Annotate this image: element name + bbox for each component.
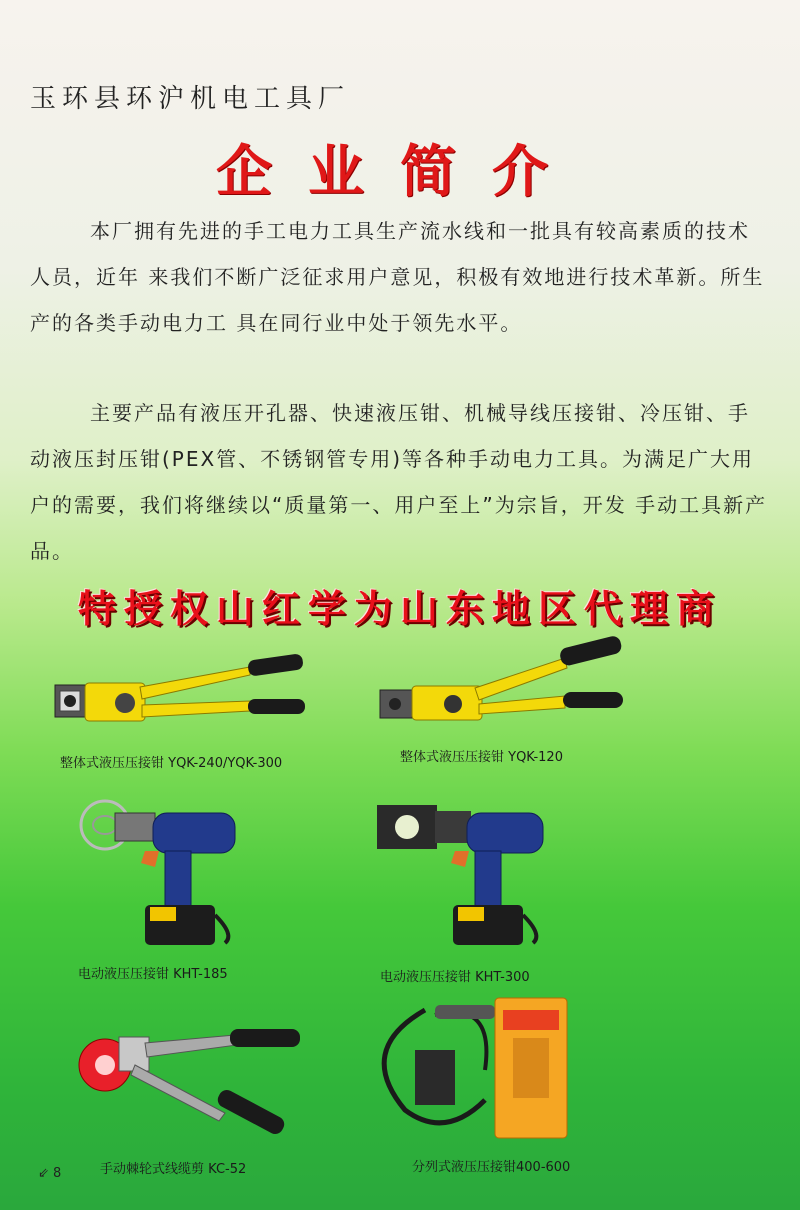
hydraulic-crimper-icon [50,645,310,735]
product-caption-6: 分列式液压压接钳400-600 [412,1160,571,1175]
product-image-yqk-120 [375,630,630,730]
product-caption-5: 手动棘轮式线缆剪 KC-52 [100,1162,247,1177]
intro-paragraph-2: 主要产品有液压开孔器、快速液压钳、机械导线压接钳、冷压钳、手动液压封压钳(PEX管、不锈钢管专用)等各种手动电力工具。为满足广大用户的需要，我们将继续以“质量第一、用户至上”为宗旨，开发 手动工具新产品。 [30,401,768,563]
intro-paragraph-1: 本厂拥有先进的手工电力工具生产流水线和一批具有较高素质的技术人员，近年 来我们不断广泛征求用户意见，积极有效地进行技术革新。所生产的各类手动电力工 具在同行业中处于领先水平。 [30,219,765,335]
battery-crimper-icon [375,795,555,955]
product-caption-2: 整体式液压压接钳 YQK-120 [400,750,563,765]
split-hydraulic-crimper-icon [375,990,585,1150]
product-image-kht-185 [75,795,255,955]
company-name: 玉环县环沪机电工具厂 [30,84,351,114]
hydraulic-crimper-icon [375,630,630,730]
product-image-yqk-240 [50,645,310,735]
product-image-kc-52 [75,1015,305,1145]
battery-crimper-icon [75,795,255,955]
product-caption-4: 电动液压压接钳 KHT-300 [380,970,530,985]
product-image-400-600 [375,990,585,1150]
agent-banner: 特授权山红学为山东地区代理商 [77,586,722,631]
product-image-kht-300 [375,795,555,955]
ratchet-cable-cutter-icon [75,1015,305,1145]
product-caption-1: 整体式液压压接钳 YQK-240/YQK-300 [60,756,283,771]
page-number: ⇙ 8 [38,1166,62,1181]
page-title: 企业简介 [216,139,584,205]
product-caption-3: 电动液压压接钳 KHT-185 [78,967,228,982]
